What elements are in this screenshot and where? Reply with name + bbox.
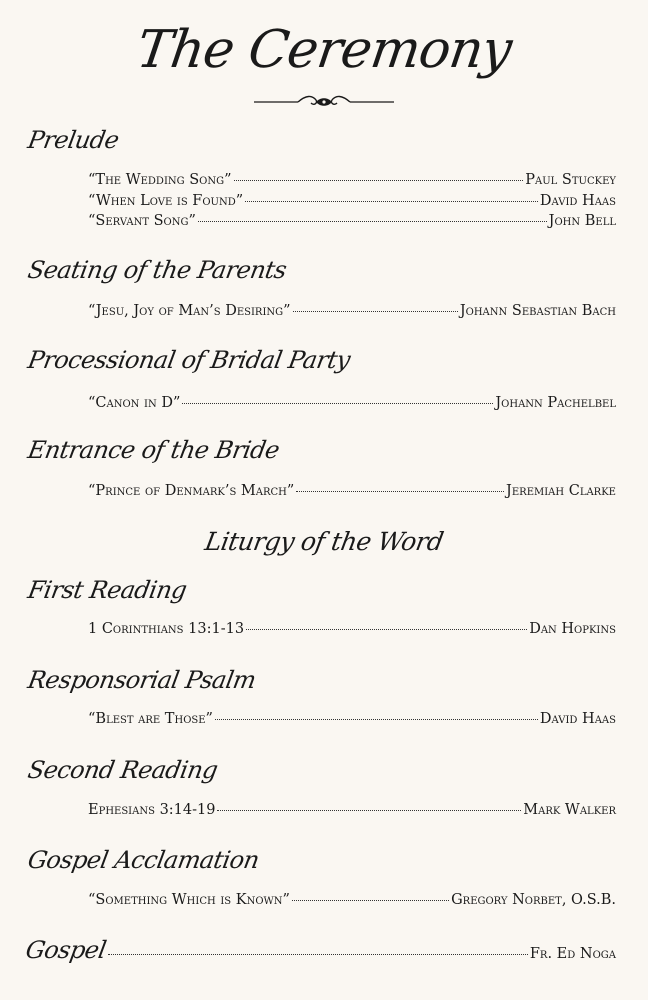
reader-name: Mark Walker	[523, 802, 616, 818]
acclamation-entry	[88, 893, 616, 908]
piece-title: “Blest are Those”	[88, 711, 213, 727]
heading-prelude: Prelude	[25, 126, 121, 154]
piece-title: “When Love is Found”	[88, 193, 244, 209]
dot-leader	[198, 221, 547, 222]
first-reading-entry	[88, 622, 616, 637]
performer-name: David Haas	[539, 193, 616, 209]
piece-title: “Servant Song”	[88, 213, 196, 229]
piece-title: “Something Which is Known”	[88, 892, 290, 908]
heading-processional: Processional of Bridal Party	[25, 346, 353, 374]
heading-acclamation: Gospel Acclamation	[25, 846, 262, 874]
flourish-ornament	[254, 93, 394, 111]
dot-leader	[182, 403, 493, 404]
dot-leader	[234, 180, 524, 181]
page-title: The Ceremony	[133, 20, 515, 80]
performer-name: Johann Pachelbel	[495, 395, 616, 411]
heading-entrance: Entrance of the Bride	[25, 436, 282, 464]
subheading-liturgy: Liturgy of the Word	[202, 527, 446, 556]
heading-psalm: Responsorial Psalm	[25, 666, 258, 694]
seating-entry	[88, 304, 616, 319]
prelude-entry	[88, 194, 616, 209]
dot-leader	[108, 954, 528, 955]
performer-name: Johann Sebastian Bach	[459, 303, 616, 319]
performer-name: Paul Stuckey	[525, 172, 616, 188]
performer-name: Jeremiah Clarke	[506, 483, 616, 499]
reading-citation: Ephesians 3:14-19	[88, 802, 216, 818]
piece-title: “Canon in D”	[88, 395, 181, 411]
dot-leader	[292, 900, 449, 901]
celebrant-name: Fr. Ed Noga	[529, 946, 616, 962]
piece-title: “Jesu, Joy of Man’s Desiring”	[88, 303, 291, 319]
reader-name: Dan Hopkins	[529, 621, 616, 637]
dot-leader	[215, 719, 538, 720]
second-reading-entry	[88, 803, 616, 818]
prelude-entry	[88, 173, 616, 188]
piece-title: “Prince of Denmark’s March”	[88, 483, 295, 499]
dot-leader	[296, 491, 504, 492]
dot-leader	[245, 201, 538, 202]
entrance-entry	[88, 484, 616, 499]
processional-entry	[88, 396, 616, 411]
prelude-entry	[88, 214, 616, 229]
piece-title: “The Wedding Song”	[88, 172, 232, 188]
heading-second-reading: Second Reading	[25, 756, 220, 784]
performer-name: David Haas	[539, 711, 616, 727]
heading-first-reading: First Reading	[25, 576, 189, 604]
dot-leader	[246, 629, 527, 630]
gospel-entry	[23, 936, 616, 964]
reading-citation: 1 Corinthians 13:1-13	[88, 621, 245, 637]
heading-gospel: Gospel	[23, 936, 109, 964]
dot-leader	[217, 810, 521, 811]
performer-name: Gregory Norbet, O.S.B.	[451, 892, 616, 908]
psalm-entry	[88, 712, 616, 727]
heading-seating: Seating of the Parents	[25, 256, 289, 284]
performer-name: John Bell	[548, 213, 616, 229]
dot-leader	[293, 311, 458, 312]
